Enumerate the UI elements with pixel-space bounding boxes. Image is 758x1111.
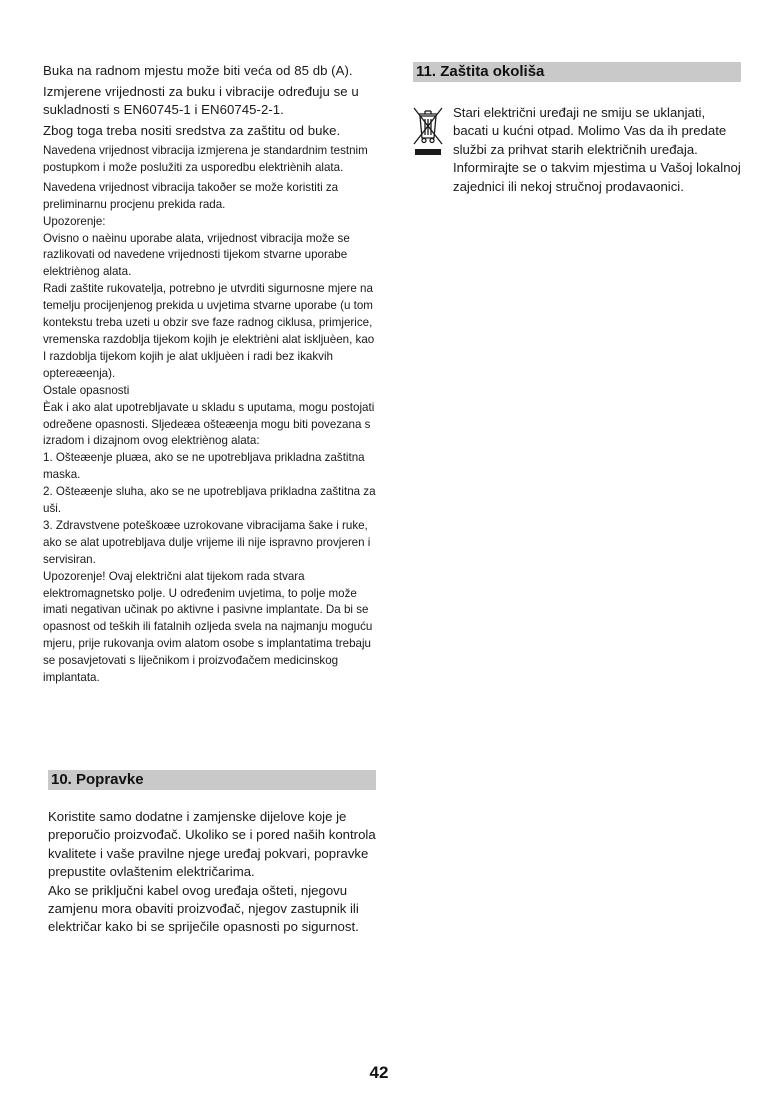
- risk-item-vibration: 3. Zdravstvene poteškoæe uzrokovane vibracijama šake i ruke, ako se alat upotrebljava dulje vrijeme ili nije ispravno provjeren i servisiran.: [43, 518, 371, 566]
- right-column: [413, 62, 741, 196]
- noise-level-paragraph: Buka na radnom mjestu može biti veća od 85 db (A).: [43, 63, 353, 78]
- operator-safety-paragraph: Radi zaštite rukovatelja, potrebno je utvrditi sigurnosne mjere na temelju procijenjenog prekida u uvjetima stvarne uporabe (u tom kontekstu treba uzeti u obzir sve faze radnog ciklusa, primjerice, vremenska razdoblja tijekom kojih je elektrièni alat iskljuèen, kao I razdoblja tijekom kojih je alat ukljuèen i radi bez ikakvih optereæenja).: [43, 282, 375, 380]
- vibration-estimate-paragraph: Navedena vrijednost vibracija takoðer se može koristiti za preliminarnu procjenu prekida rada.: [43, 180, 339, 211]
- crossed-out-wheelie-bin-icon: [413, 104, 443, 164]
- environment-block: [413, 104, 741, 196]
- measurement-standard-paragraph: Izmjerene vrijednosti za buku i vibracije određuju se u sukladnosti s EN60745-1 i EN60745-2-1.: [43, 84, 359, 117]
- electromagnetic-warning-paragraph: Upozorenje! Ovaj električni alat tijekom rada stvara elektromagnetsko polje. U određenim uvjetima, to polje može imati negativan učinak po aktivne i pasivne implantate. Da bi se opasnost od teških ili fatalnih ozljeda svela na najmanju moguću mjeru, prije rukovanja ovim alatom osobe s implantatima trebaju se posavjetovati s liječnikom i proizvođačem medicinskog implantata.: [43, 569, 373, 685]
- vibration-test-paragraph: Navedena vrijednost vibracija izmjerena je standardnim testnim postupkom i može poslužiti za usporedbu elektriènih alata.: [43, 144, 368, 174]
- vibration-usage-paragraph: Ovisno o naèinu uporabe alata, vrijednost vibracija može se razlikovati od navedene vrijednosti tijekom stvarne uporabe elektriènog alata.: [43, 231, 350, 279]
- cable-replacement-paragraph: Ako se priključni kabel ovog uređaja ošteti, njegovu zamjenu mora obaviti proizvođač, njegov zastupnik ili električar kako bi se spriječile opasnosti po sigurnost.: [48, 882, 359, 935]
- page-number: 42: [369, 1063, 389, 1082]
- warning-label: Upozorenje:: [43, 214, 106, 228]
- section-10-heading: 10. Popravke: [48, 770, 376, 790]
- risk-item-lungs: 1. Ošteæenje pluæa, ako se ne upotrebljava prikladna zaštitna maska.: [43, 451, 365, 482]
- section-10-body: [48, 808, 388, 937]
- repairs-paragraph: Koristite samo dodatne i zamjenske dijelove koje je preporučio proizvođač. Ukoliko se i pored naših kontrola kvalitete i vaše pravilne njege uređaj pokvari, popravke prepustite ovlaštenim električarima.: [48, 809, 376, 880]
- left-column: [43, 62, 378, 687]
- residual-risks-paragraph: Èak i ako alat upotrebljavate u skladu s uputama, mogu postojati odreðene opasnosti. Sljedeæa ošteæenja mogu biti povezana s izradom i dizajnom ovog elektriènog alata:: [43, 400, 375, 448]
- environment-text: Stari električni uređaji ne smiju se uklanjati, bacati u kućni otpad. Molimo Vas da ih predate službi za prihvat starih električnih uređaja. Informirajte se o takvim mjestima u Vašoj lokalnoj zajednici ili nekoj stručnoj prodavaonici.: [453, 105, 741, 194]
- section-11-heading: 11. Zaštita okoliša: [413, 62, 741, 82]
- other-hazards-label: Ostale opasnosti: [43, 383, 130, 397]
- hearing-protection-paragraph: Zbog toga treba nositi sredstva za zaštitu od buke.: [43, 123, 341, 138]
- risk-item-hearing: 2. Ošteæenje sluha, ako se ne upotrebljava prikladna zaštitna za uši.: [43, 485, 376, 516]
